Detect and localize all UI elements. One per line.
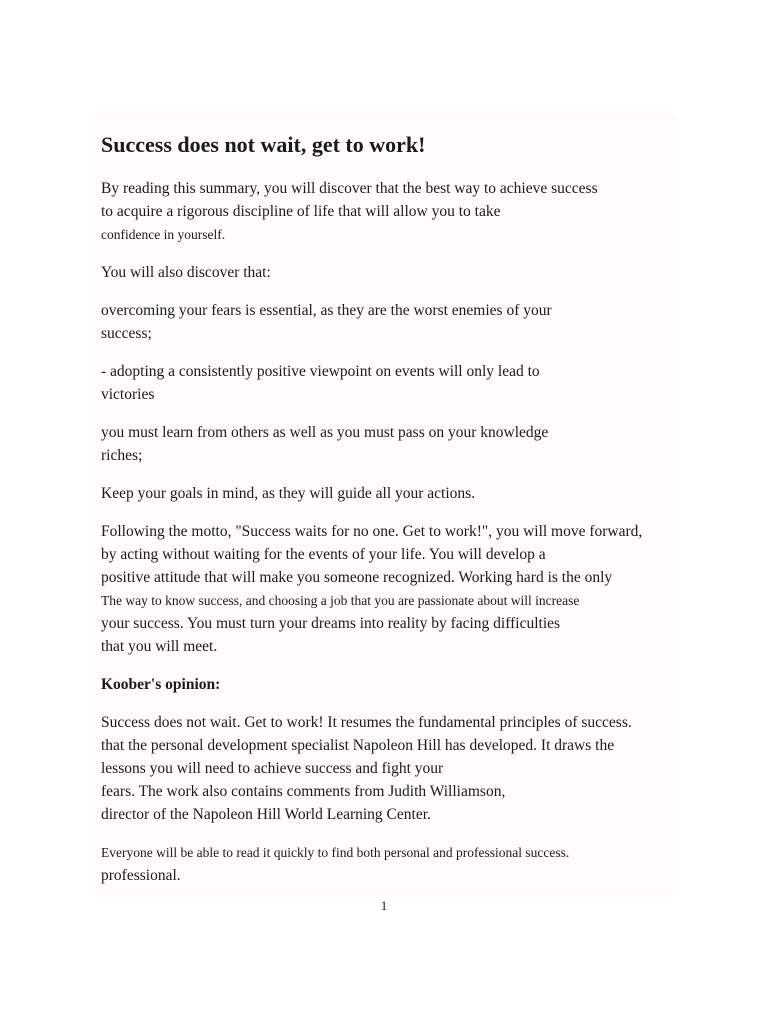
opinion-paragraph <box>101 711 721 826</box>
motto-line: Following the motto, "Success waits for no one. Get to work!", you will move forward, <box>101 523 643 540</box>
point-paragraph <box>101 299 721 345</box>
motto-line: The way to know success, and choosing a job that you are passionate about will increase <box>101 593 580 608</box>
motto-line: your success. You must turn your dreams into reality by facing difficulties <box>101 615 561 632</box>
point-line: success; <box>101 325 152 342</box>
intro-line: confidence in yourself. <box>101 227 226 242</box>
point-line: Keep your goals in mind, as they will guide all your actions. <box>101 485 476 502</box>
page-number: 1 <box>380 898 388 913</box>
point-paragraph <box>101 360 721 406</box>
opinion-line: director of the Napoleon Hill World Learning Center. <box>101 806 431 823</box>
opinion-heading: Koober's opinion: <box>101 676 221 693</box>
document-title: Success does not wait, get to work! <box>101 132 426 157</box>
intro-line: to acquire a rigorous discipline of life that will allow you to take <box>101 203 501 220</box>
opinion-line: Success does not wait. Get to work! It resumes the fundamental principles of success. <box>101 714 632 731</box>
document-content <box>101 130 721 902</box>
motto-line: that you will meet. <box>101 638 218 655</box>
closing-line: professional. <box>101 867 181 884</box>
closing-paragraph <box>101 841 721 887</box>
motto-paragraph <box>101 520 721 658</box>
also-discover-text: You will also discover that: <box>101 264 271 281</box>
opinion-line: that the personal development specialist Napoleon Hill has developed. It draws the <box>101 737 615 754</box>
intro-line: By reading this summary, you will discover that the best way to achieve success <box>101 180 598 197</box>
motto-line: by acting without waiting for the events of your life. You will develop a <box>101 546 546 563</box>
point-line: victories <box>101 386 155 403</box>
intro-paragraph <box>101 177 721 246</box>
motto-line: positive attitude that will make you someone recognized. Working hard is the only <box>101 569 613 586</box>
point-line: overcoming your fears is essential, as they are the worst enemies of your <box>101 302 552 319</box>
also-discover-paragraph <box>101 261 721 284</box>
point-paragraph <box>101 482 721 505</box>
point-line: - adopting a consistently positive viewpoint on events will only lead to <box>101 363 540 380</box>
point-paragraph <box>101 421 721 467</box>
closing-line: Everyone will be able to read it quickly to find both personal and professional success. <box>101 845 570 860</box>
opinion-line: fears. The work also contains comments from Judith Williamson, <box>101 783 506 800</box>
point-line: you must learn from others as well as you must pass on your knowledge <box>101 424 549 441</box>
point-line: riches; <box>101 447 143 464</box>
opinion-line: lessons you will need to achieve success and fight your <box>101 760 444 777</box>
